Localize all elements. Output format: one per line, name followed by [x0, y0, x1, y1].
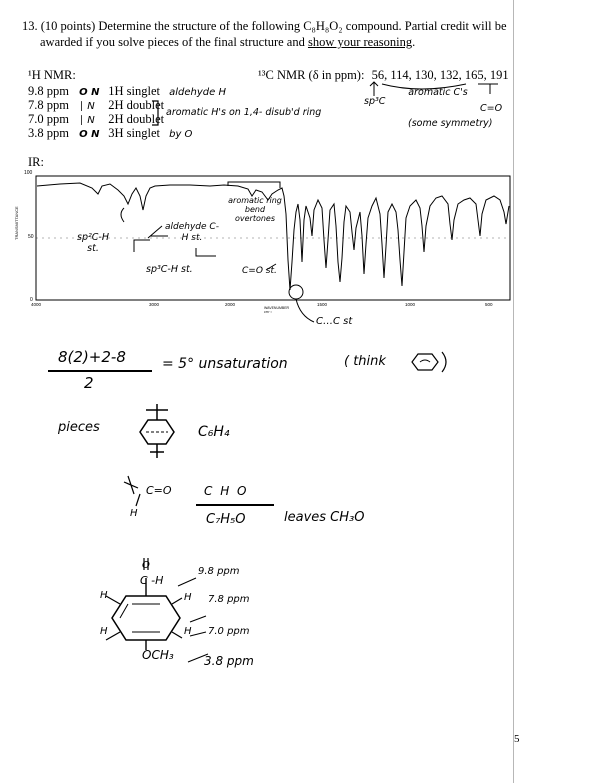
cnmr-note-sp3: sp³C	[364, 96, 386, 107]
ir-y-50: 50	[28, 234, 34, 240]
fraction-bar	[48, 370, 152, 372]
ir-circle-annotation	[289, 285, 303, 299]
question-number: 13. (10 points)	[22, 19, 96, 33]
page-number: 5	[514, 733, 520, 745]
cho-formula: C H O	[204, 484, 249, 498]
assign-9-8: 9.8 ppm	[198, 566, 240, 577]
unsat-numerator: 8(2)+2-8	[58, 348, 126, 366]
ir-annotation-leader	[296, 299, 314, 322]
cho-h: H	[130, 508, 138, 519]
pieces-label: pieces	[58, 420, 100, 435]
assign-7-8: 7.8 ppm	[208, 594, 250, 605]
cnmr-note-symmetry: (some symmetry)	[408, 118, 493, 129]
assign-7-0: 7.0 ppm	[208, 626, 250, 637]
unsat-denominator: 2	[84, 374, 94, 392]
struct-h: H	[184, 626, 192, 637]
ir-y-100: 100	[24, 170, 33, 176]
struct-och3: OCH₃	[142, 648, 174, 662]
struct-h: H	[100, 590, 108, 601]
think-ring-sketch	[406, 348, 450, 376]
ir-note-aldehyde: aldehyde C-H st.	[165, 222, 219, 243]
leaves-formula: leaves CH₃O	[284, 510, 365, 525]
ir-note-cc-stretch: C…C st	[316, 316, 353, 327]
handwritten-note: by O	[169, 129, 193, 140]
unsat-think: ( think	[344, 354, 386, 369]
ir-label: IR:	[28, 155, 44, 169]
cnmr-values: 56, 114, 130, 132, 165, 191	[371, 68, 509, 82]
hnmr-row: 7.0 ppm ∣ N 2H doublet	[28, 112, 165, 126]
unsat-result: = 5° unsaturation	[162, 356, 288, 372]
hnmr-title: ¹H NMR:	[28, 68, 76, 82]
sum-formula: C₇H₅O	[206, 512, 246, 527]
ir-note-sp3: sp³C-H st.	[146, 264, 193, 275]
hnmr-row: 7.8 ppm ∣ N 2H doublet	[28, 98, 165, 112]
ir-note-overtones: aromatic ring bend overtones	[228, 196, 282, 223]
cnmr-note-co: C=O	[480, 103, 503, 114]
struct-h: H	[100, 626, 108, 637]
question-text-line1: Determine the structure of the following C₈H₈O₂ compound. Partial credit will be	[98, 19, 507, 33]
handwritten-note: aldehyde H	[169, 87, 226, 98]
cho-co: C=O	[146, 484, 172, 497]
ir-note-co-stretch: C=O st.	[242, 266, 277, 276]
assign-3-8: 3.8 ppm	[204, 654, 254, 668]
struct-h: H	[184, 592, 192, 603]
struct-o: O	[142, 560, 150, 571]
sum-bar	[196, 504, 274, 506]
ir-x-axis-title: WAVENUMBER cm⁻¹	[264, 306, 290, 314]
ir-y-0: 0	[30, 297, 33, 303]
hnmr-row: 3.8 ppm O N 3H singlet by O	[28, 126, 193, 140]
ring-formula: C₆H₄	[198, 424, 230, 440]
ir-y-axis-title: TRANSMITTANCE	[14, 206, 19, 240]
bracket-note: aromatic H's on 1,4- disub'd ring	[166, 107, 322, 118]
struct-ch: C -H	[140, 574, 164, 587]
para-ring-piece	[130, 402, 190, 462]
cnmr-note-aromatic: aromatic C's	[408, 87, 468, 98]
question-line2: awarded if you solve pieces of the final structure and show your reasoning.	[40, 35, 416, 49]
cnmr-title: ¹³C NMR (δ in ppm):	[258, 68, 365, 82]
show-reasoning-underlined: show your reasoning	[307, 35, 413, 49]
ir-note-sp2: sp²C-H st.	[77, 232, 109, 254]
hnmr-row: 9.8 ppm O N 1H singlet aldehyde H	[28, 84, 226, 98]
